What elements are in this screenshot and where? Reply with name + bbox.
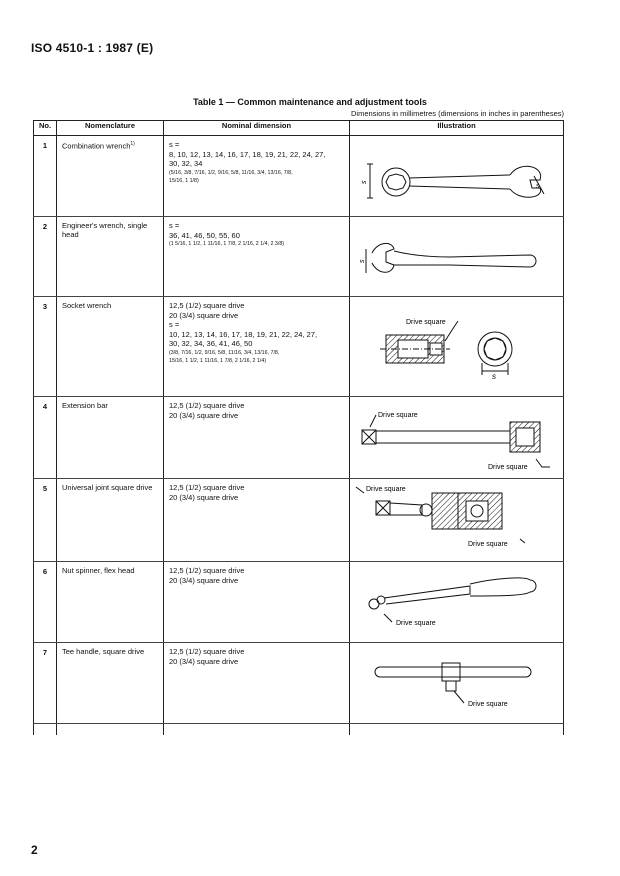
dimension-cell xyxy=(164,562,350,643)
dimension-label-s: s xyxy=(536,183,540,190)
nomenclature-cell: Engineer's wrench, single head xyxy=(57,217,164,297)
dimension-line: 8, 10, 12, 13, 14, 16, 17, 18, 19, 21, 22, 24, 27, xyxy=(169,149,326,159)
dimension-cell xyxy=(164,217,350,297)
nomenclature-cell: Extension bar xyxy=(57,397,164,479)
combination-wrench-illustration xyxy=(350,136,564,216)
illustration-cell xyxy=(350,479,564,562)
nomenclature-cell: Nut spinner, flex head xyxy=(57,562,164,643)
dimension-line: 30, 32, 34 xyxy=(169,159,203,168)
dimension-cell xyxy=(164,643,350,724)
nut-spinner-illustration xyxy=(350,562,564,642)
engineers-wrench-illustration xyxy=(350,217,564,296)
header-no: No. xyxy=(34,121,57,136)
drive-square-label: Drive square xyxy=(468,541,508,548)
nomenclature-cell xyxy=(57,136,164,217)
inch-line: (3/8, 7/16, 1/2, 9/16, 5/8, 11/16, 3/4, 13/16, 7/8, xyxy=(169,349,280,356)
tee-handle-illustration xyxy=(350,643,564,723)
dimension-line: s = xyxy=(169,320,180,329)
table-row xyxy=(34,479,564,562)
dimension-label-s: s xyxy=(492,372,496,381)
dimension-label-s: s xyxy=(361,180,368,184)
empty-cell xyxy=(350,724,564,736)
row-number: 5 xyxy=(34,479,57,562)
dimension-line: 20 (3/4) square drive xyxy=(169,310,239,320)
dimension-line: 12,5 (1/2) square drive xyxy=(169,301,245,310)
nomenclature-cell: Socket wrench xyxy=(57,297,164,397)
row-number: 6 xyxy=(34,562,57,643)
row-number: 3 xyxy=(34,297,57,397)
table-row xyxy=(34,643,564,724)
dimension-cell xyxy=(164,297,350,397)
row-number: 1 xyxy=(34,136,57,217)
nomenclature-cell: Tee handle, square drive xyxy=(57,643,164,724)
inch-line: 15/16, 1 1/2, 1 11/16, 1 7/8, 2 1/16, 2 1/4) xyxy=(169,358,267,364)
page-number: 2 xyxy=(31,843,38,857)
dimension-line: 20 (3/4) square drive xyxy=(169,575,239,585)
illustration-cell xyxy=(350,397,564,479)
extension-bar-illustration xyxy=(350,397,564,478)
socket-wrench-illustration xyxy=(350,297,564,396)
table-row xyxy=(34,297,564,397)
illustration-cell xyxy=(350,217,564,297)
empty-cell xyxy=(57,724,164,736)
dimension-line: 20 (3/4) square drive xyxy=(169,410,239,420)
illustration-cell xyxy=(350,136,564,217)
header-nomenclature: Nomenclature xyxy=(57,121,164,136)
nomenclature-cell: Universal joint square drive xyxy=(57,479,164,562)
illustration-cell xyxy=(350,562,564,643)
inch-line: 15/16, 1 1/8) xyxy=(169,178,199,184)
dimension-line: 36, 41, 46, 50, 55, 60 xyxy=(169,230,240,240)
dimension-line: 12,5 (1/2) square drive xyxy=(169,483,245,492)
table-row xyxy=(34,562,564,643)
illustration-cell xyxy=(350,297,564,397)
drive-square-label: Drive square xyxy=(378,412,418,419)
row-number: 4 xyxy=(34,397,57,479)
dimension-line: 12,5 (1/2) square drive xyxy=(169,401,245,410)
dimension-cell xyxy=(164,397,350,479)
tools-table xyxy=(33,120,564,735)
inch-line: (1 5/16, 1 1/2, 1 11/16, 1 7/8, 2 1/16, 2 1/4, 2 3/8) xyxy=(169,241,285,247)
table-row xyxy=(34,217,564,297)
dimension-cell xyxy=(164,479,350,562)
dimension-line: s = xyxy=(169,221,180,230)
header-illustration: Illustration xyxy=(350,121,564,136)
universal-joint-illustration xyxy=(350,479,564,561)
document-id: ISO 4510-1 : 1987 (E) xyxy=(31,41,154,55)
dimension-line: 20 (3/4) square drive xyxy=(169,492,239,502)
table-row xyxy=(34,136,564,217)
table-caption: Table 1 — Common maintenance and adjustment tools xyxy=(193,97,427,107)
dimension-line: 12,5 (1/2) square drive xyxy=(169,647,245,656)
dimension-cell xyxy=(164,136,350,217)
dimension-line: 20 (3/4) square drive xyxy=(169,656,239,666)
row-number: 2 xyxy=(34,217,57,297)
empty-cell xyxy=(164,724,350,736)
header-nominal-dimension: Nominal dimension xyxy=(164,121,350,136)
dimension-line: 10, 12, 13, 14, 16, 17, 18, 19, 21, 22, 24, 27, xyxy=(169,329,318,339)
table-row xyxy=(34,397,564,479)
drive-square-label: Drive square xyxy=(396,620,436,627)
dimension-label-s: s xyxy=(359,259,366,263)
drive-square-label: Drive square xyxy=(468,701,508,708)
dimension-line: s = xyxy=(169,140,180,149)
drive-square-label: Drive square xyxy=(488,464,528,471)
dimension-line: 12,5 (1/2) square drive xyxy=(169,566,245,575)
units-note: Dimensions in millimetres (dimensions in inches in parentheses) xyxy=(350,109,564,118)
drive-square-label: Drive square xyxy=(406,319,446,326)
nomenclature-text: Combination wrench xyxy=(62,141,131,151)
table-header-row xyxy=(34,121,564,136)
drive-square-label: Drive square xyxy=(366,486,406,493)
inch-line: (5/16, 3/8, 7/16, 1/2, 9/16, 5/8, 11/16, 3/4, 13/16, 7/8, xyxy=(169,169,293,176)
empty-cell xyxy=(34,724,57,736)
row-number: 7 xyxy=(34,643,57,724)
dimension-line: 30, 32, 34, 36, 41, 46, 50 xyxy=(169,339,253,348)
illustration-cell xyxy=(350,643,564,724)
footnote-mark: 1) xyxy=(130,141,135,147)
table-row-empty xyxy=(34,724,564,736)
